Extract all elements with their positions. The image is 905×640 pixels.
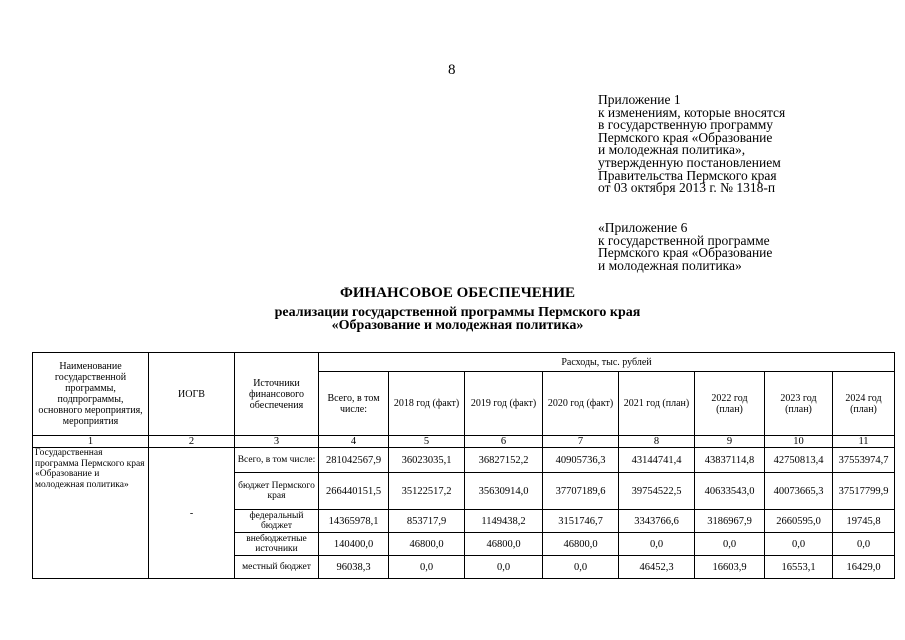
value-cell: 0,0: [465, 556, 543, 579]
header-iogv: ИОГВ: [149, 353, 235, 436]
column-number: 8: [619, 436, 695, 448]
value-cell: 0,0: [695, 533, 765, 556]
value-cell: 39754522,5: [619, 473, 695, 510]
header-year: 2024 год (план): [833, 372, 895, 436]
document-subtitle-line-2: «Образование и молодежная политика»: [331, 318, 584, 333]
column-number: 9: [695, 436, 765, 448]
appendix-1-line: и молодежная политика»,: [598, 142, 746, 158]
value-cell: 35630914,0: [465, 473, 543, 510]
header-year: 2023 год (план): [765, 372, 833, 436]
value-cell: 42750813,4: [765, 448, 833, 473]
value-cell: 14365978,1: [319, 510, 389, 533]
column-number: 4: [319, 436, 389, 448]
program-name-cell: Государственная программа Пермского края «Образование и молодежная политика»: [33, 448, 149, 579]
appendix-6-line: и молодежная политика»: [598, 257, 742, 273]
value-cell: 0,0: [389, 556, 465, 579]
value-cell: 36827152,2: [465, 448, 543, 473]
header-name: Наименование государственной программы, подпрограммы, основного мероприятия, мероприятия: [33, 353, 149, 436]
value-cell: 37517799,9: [833, 473, 895, 510]
appendix-1-line: в государственную программу: [598, 117, 774, 133]
header-year: 2020 год (факт): [543, 372, 619, 436]
column-number: 6: [465, 436, 543, 448]
value-cell: 0,0: [619, 533, 695, 556]
appendix-6-line: «Приложение 6: [598, 220, 688, 235]
iogv-cell: -: [149, 448, 235, 579]
column-number: 7: [543, 436, 619, 448]
value-cell: 3151746,7: [543, 510, 619, 533]
appendix-1-line: Приложение 1: [598, 92, 681, 107]
document-subtitle: [0, 306, 905, 332]
value-cell: 266440151,5: [319, 473, 389, 510]
value-cell: 40633543,0: [695, 473, 765, 510]
value-cell: 46800,0: [543, 533, 619, 556]
value-cell: 140400,0: [319, 533, 389, 556]
source-cell: Всего, в том числе:: [235, 448, 319, 473]
appendix-1-line: Пермского края «Образование: [598, 129, 773, 145]
header-expenses: Расходы, тыс. рублей: [319, 353, 895, 372]
value-cell: 2660595,0: [765, 510, 833, 533]
appendix-1-line: к изменениям, которые вносятся: [598, 104, 786, 120]
header-year: 2019 год (факт): [465, 372, 543, 436]
value-cell: 37553974,7: [833, 448, 895, 473]
appendix-1-block: [598, 94, 898, 195]
value-cell: 3343766,6: [619, 510, 695, 533]
appendix-1-line: утвержденную постановлением: [598, 154, 781, 170]
document-subtitle-line-1: реализации государственной программы Пермского края: [274, 305, 641, 320]
appendix-1-line: от 03 октября 2013 г. № 1318-п: [598, 180, 776, 196]
value-cell: 0,0: [833, 533, 895, 556]
header-year: 2022 год (план): [695, 372, 765, 436]
header-total: Всего, в том числе:: [319, 372, 389, 436]
value-cell: 43837114,8: [695, 448, 765, 473]
appendix-6-line: Пермского края «Образование: [598, 245, 773, 261]
header-year: 2018 год (факт): [389, 372, 465, 436]
value-cell: 3186967,9: [695, 510, 765, 533]
value-cell: 19745,8: [833, 510, 895, 533]
value-cell: 40073665,3: [765, 473, 833, 510]
value-cell: 40905736,3: [543, 448, 619, 473]
value-cell: 281042567,9: [319, 448, 389, 473]
page-number: 8: [448, 62, 456, 78]
source-cell: бюджет Пермского края: [235, 473, 319, 510]
value-cell: 37707189,6: [543, 473, 619, 510]
column-number: 10: [765, 436, 833, 448]
source-cell: внебюджетные источники: [235, 533, 319, 556]
value-cell: 35122517,2: [389, 473, 465, 510]
value-cell: 0,0: [543, 556, 619, 579]
column-number: 2: [149, 436, 235, 448]
appendix-6-line: к государственной программе: [598, 232, 770, 248]
appendix-1-line: Правительства Пермского края: [598, 167, 777, 183]
column-number: 5: [389, 436, 465, 448]
header-sources: Источники финансового обеспечения: [235, 353, 319, 436]
column-number: 11: [833, 436, 895, 448]
financing-table: [32, 352, 895, 579]
table-row: [33, 448, 895, 473]
value-cell: 96038,3: [319, 556, 389, 579]
column-number: 3: [235, 436, 319, 448]
source-cell: местный бюджет: [235, 556, 319, 579]
header-year: 2021 год (план): [619, 372, 695, 436]
document-title: ФИНАНСОВОЕ ОБЕСПЕЧЕНИЕ: [339, 285, 576, 301]
value-cell: 46452,3: [619, 556, 695, 579]
column-number: 1: [33, 436, 149, 448]
source-cell: федеральный бюджет: [235, 510, 319, 533]
value-cell: 46800,0: [465, 533, 543, 556]
value-cell: 43144741,4: [619, 448, 695, 473]
value-cell: 1149438,2: [465, 510, 543, 533]
value-cell: 36023035,1: [389, 448, 465, 473]
value-cell: 16603,9: [695, 556, 765, 579]
value-cell: 46800,0: [389, 533, 465, 556]
value-cell: 0,0: [765, 533, 833, 556]
value-cell: 853717,9: [389, 510, 465, 533]
appendix-6-block: [598, 222, 898, 272]
value-cell: 16429,0: [833, 556, 895, 579]
column-number-row: [33, 436, 895, 448]
value-cell: 16553,1: [765, 556, 833, 579]
